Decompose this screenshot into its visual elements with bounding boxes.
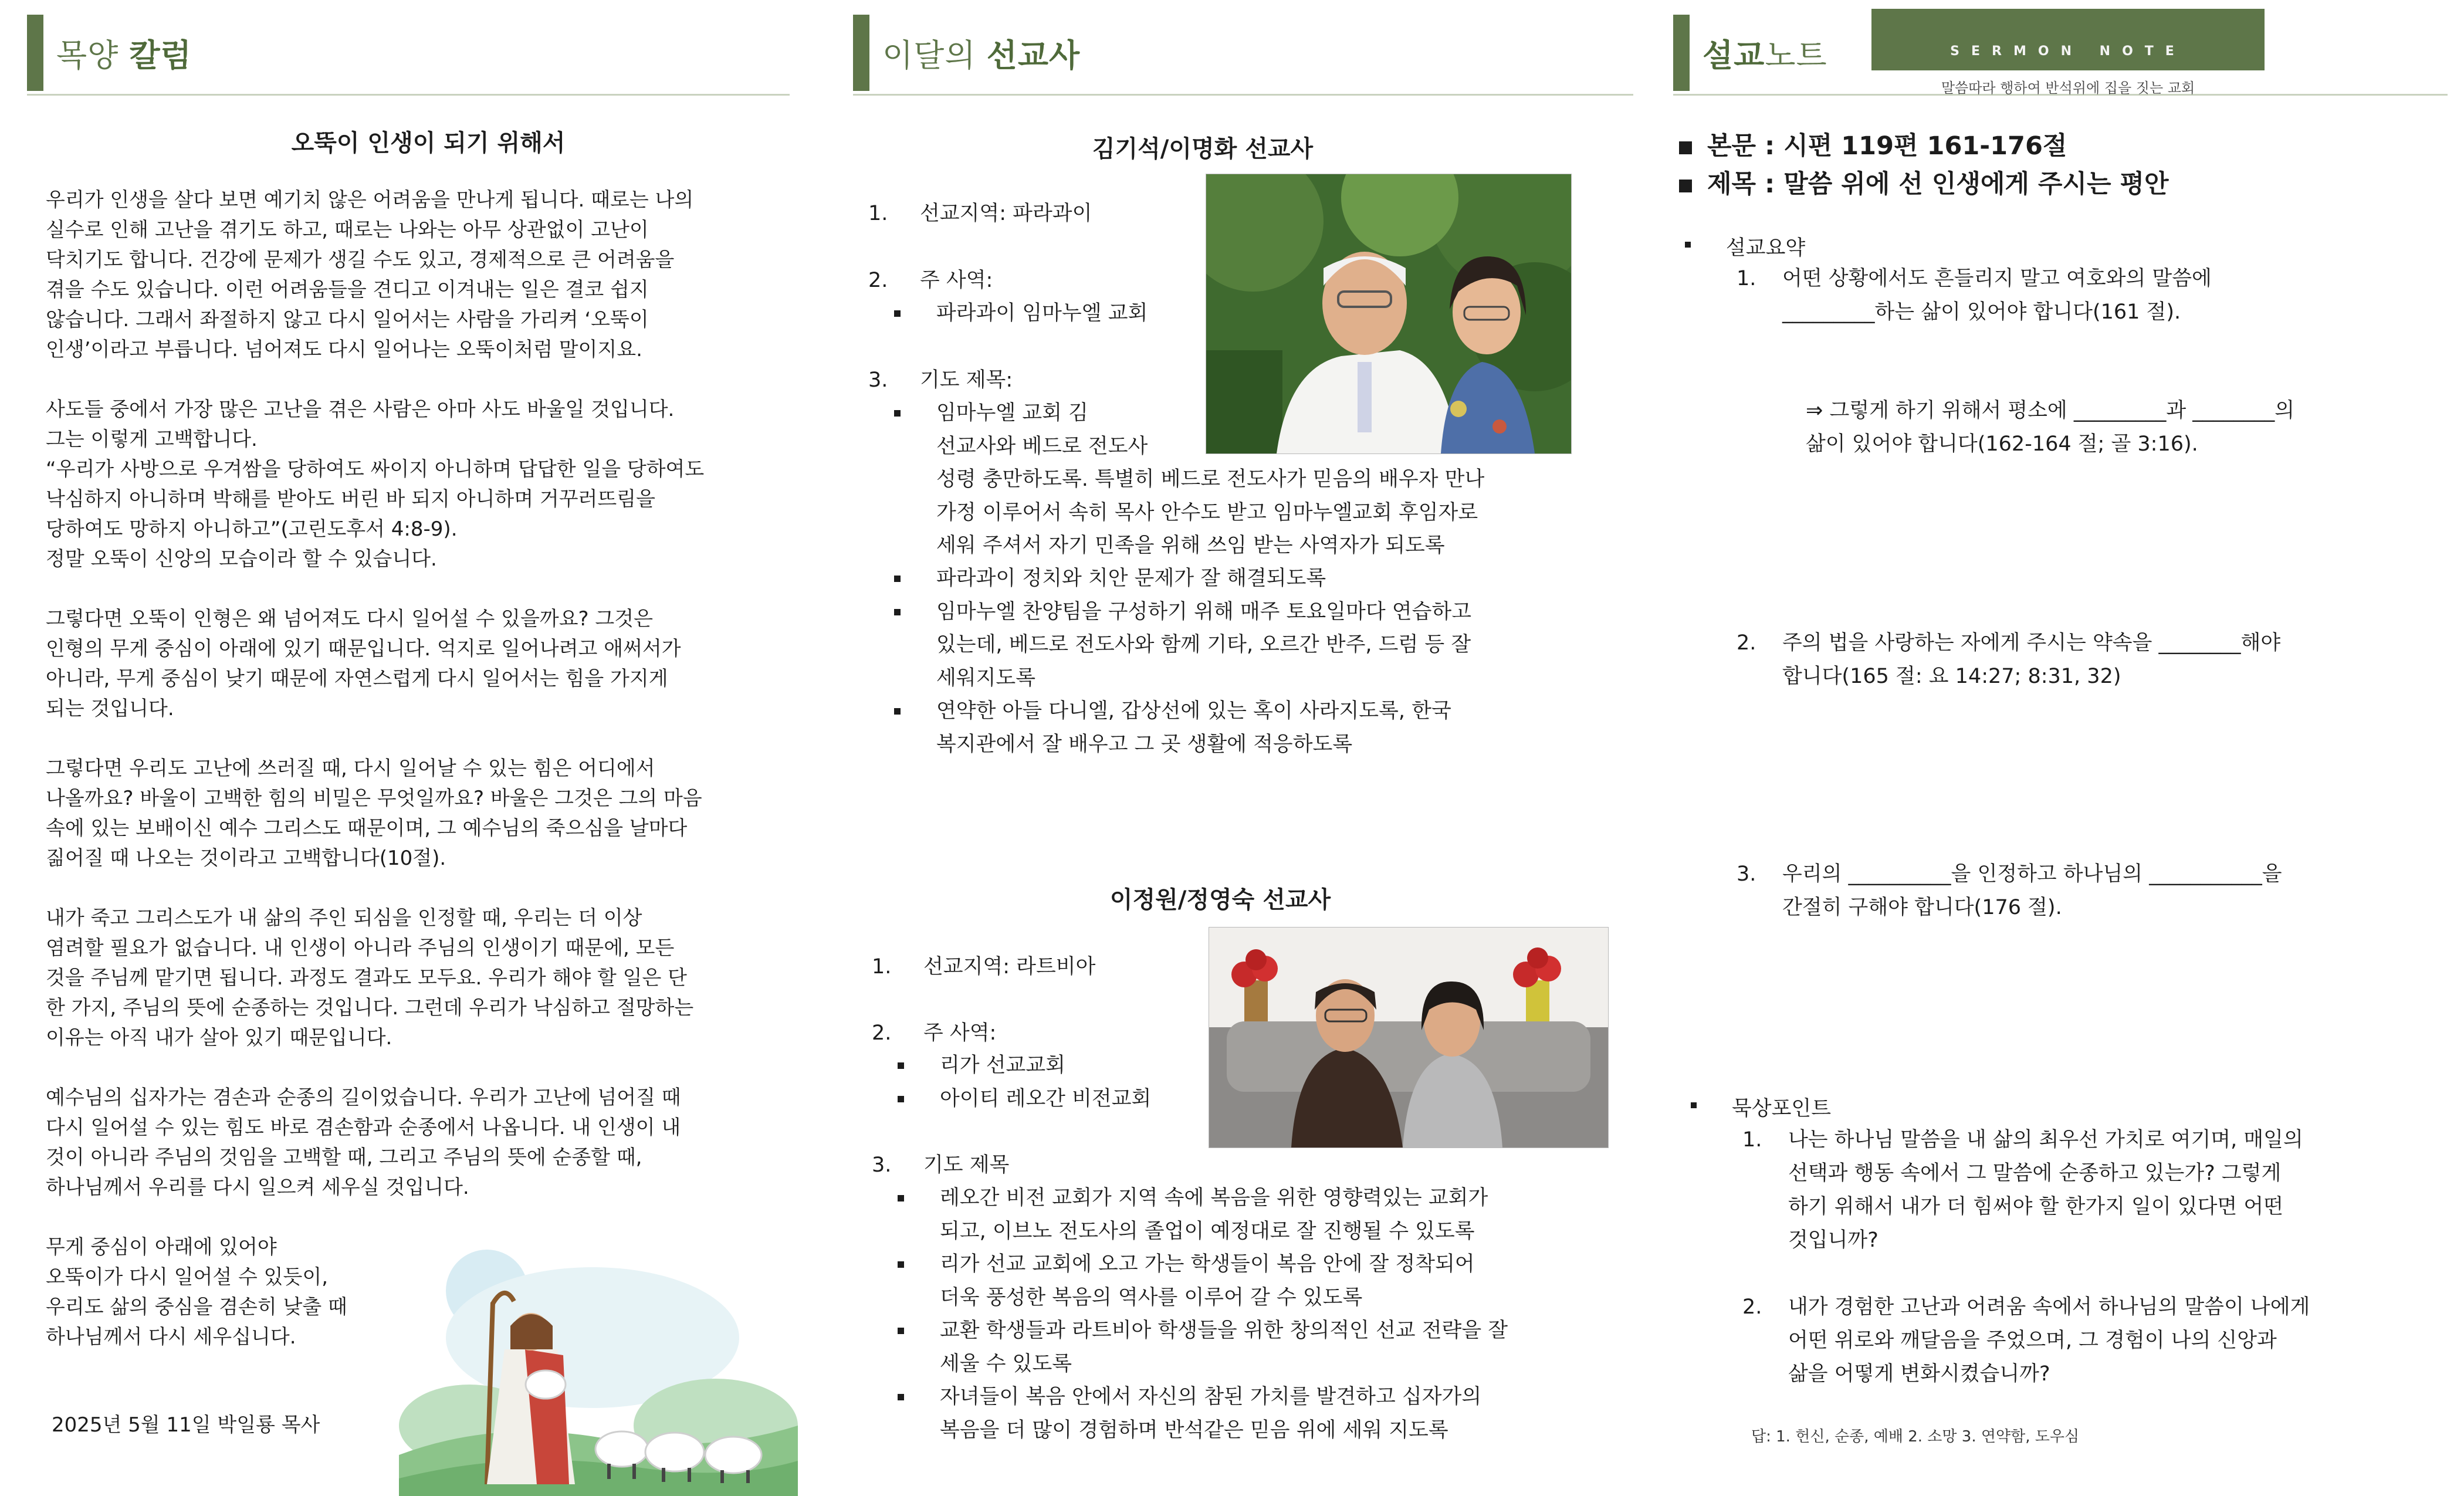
column-title-bold: 선교사 [986,36,1081,74]
text-line: 한 가지, 주님의 뜻에 순종하는 것입니다. 그런데 우리가 낙심하고 절망하는 [46,996,694,1020]
missionary-2-region: 1. 선교지역: 라트비아 [872,955,1096,979]
summary-question-3 [1737,858,2282,925]
paragraph [46,604,803,724]
list-item [894,695,1471,761]
paragraph [46,754,803,874]
list-item-text [898,1380,1508,1447]
text-line: 아이티 레오간 비전교회 [940,1087,1152,1111]
list-item [898,1314,1508,1380]
sheep-flock [595,1431,761,1473]
text-line: 속에 있는 보배이신 예수 그리스도 때문이며, 그 예수님의 죽으심을 날마다 [46,817,688,840]
text-line: 우리가 인생을 살다 보면 예기치 않은 어려움을 만나게 됩니다. 때로는 나의 [46,188,694,212]
item-number: 3. [1737,862,1756,886]
text-line: 우리도 삶의 중심을 겸손히 낮출 때 [46,1295,347,1319]
text-line: 간절히 구해야 합니다(176 절). [1782,896,2062,919]
list-item-text [894,463,1484,563]
item-text [1742,1123,2303,1257]
text-line: 하기 위해서 내가 더 힘써야 할 한가지 일이 있다면 어떤 [1788,1195,2283,1219]
text-line: 연약한 아들 다니엘, 갑상선에 있는 혹이 사라지도록, 한국 [936,699,1451,723]
text-line: 그렇다면 오뚝이 인형은 왜 넘어져도 다시 일어설 수 있을까요? 그것은 [46,607,653,631]
column-title-light: 이달의 [882,36,976,74]
header-rule [853,94,1633,96]
text-line: 실수로 인해 고난을 겪기도 하고, 때로는 나와는 아무 상관없이 고난이 [46,218,649,242]
bullet-icon [898,1062,904,1069]
text-line: ⇒ 그렇게 하기 위해서 평소에 _________과 ________의 [1806,399,2295,422]
item-text [1737,858,2282,925]
text-line: 삶이 있어야 합니다(162-164 절; 골 3:16). [1806,432,2198,456]
list-item-text [898,1049,1151,1082]
text-line: 세워지도록 [936,666,1036,690]
text-line: 것을 주님께 맡기면 됩니다. 과정도 결과도 모두요. 우리가 해야 할 일은 단 [46,966,687,990]
missionary-couple-photo-2 [1209,927,1609,1148]
missionary-1-prayer-continued [894,463,1484,563]
list-item-text [898,1248,1508,1314]
column-header-pastoral [27,15,192,91]
sermon-title: 제목 : 말씀 위에 선 인생에게 주시는 평안 [1679,164,2169,200]
list-item [894,397,1148,463]
text-line: 레오간 비전 교회가 지역 속에 복음을 위한 영향력있는 교회가 [940,1186,1488,1210]
text-line: 정말 오뚝이 신앙의 모습이라 할 수 있습니다. [46,547,437,571]
item-text [1737,262,2212,329]
list-item-text [894,695,1471,761]
text-line: “우리가 사방으로 우겨쌈을 당하여도 싸이지 아니하며 답답한 일을 당하여도 [46,458,705,481]
sermon-text-reference: 본문 : 시편 119편 161-176절 [1679,126,2067,162]
text-line: 되고, 이브노 전도사의 졸업이 예정대로 잘 진행될 수 있도록 [940,1219,1475,1243]
missionary-1-region: 1. 선교지역: 파라과이 [868,202,1092,225]
header-accent-bar [853,15,869,91]
list-item [898,1082,1151,1116]
column-article-title: 오뚝이 인생이 되기 위해서 [291,130,566,157]
square-bullet-icon [1691,1102,1697,1108]
list-item-text [898,1182,1508,1248]
bullet-icon [898,1394,904,1400]
square-bullet-icon [1685,242,1691,248]
text-line: 리가 선교 교회에 오고 가는 학생들이 복음 안에 잘 정착되어 [940,1253,1475,1276]
column-title-bold: 칼럼 [129,36,192,74]
text-line: 않습니다. 그래서 좌절하지 않고 다시 일어서는 사람을 가리켜 ‘오뚝이 [46,308,649,331]
list-item-text [898,1082,1151,1116]
text-line: 그렇다면 우리도 고난에 쓰러질 때, 다시 일어날 수 있는 힘은 어디에서 [46,757,655,780]
text-line: 그는 이렇게 고백합니다. [46,428,258,451]
item-number: 1. [1737,267,1756,290]
text-line: 나올까요? 바울이 고백한 힘의 비밀은 무엇일까요? 바울은 그것은 그의 마음 [46,787,702,810]
header-accent-bar [27,15,43,91]
item-number: 2. [1737,631,1756,655]
bullet-icon [894,576,901,582]
text-line: 합니다(165 절: 요 14:27; 8:31, 32) [1782,665,2121,688]
text-line: 리가 선교교회 [940,1054,1065,1077]
column-article-body [46,185,803,1382]
text-line: 닥치기도 합니다. 건강에 문제가 생길 수도 있고, 경제적으로 큰 어려움을 [46,248,675,272]
list-item [898,1380,1508,1447]
text-line: 가정 이루어서 속히 목사 안수도 받고 임마누엘교회 후임자로 [936,500,1478,524]
missionary-2-prayer-label: 3. 기도 제목 [872,1153,1010,1177]
list-item-text [898,1314,1508,1380]
text-line: 삶을 어떻게 변화시켰습니까? [1788,1362,2050,1386]
text-line: 더욱 풍성한 복음의 역사를 이루어 갈 수 있도록 [940,1285,1363,1309]
text-line: 아니라, 무게 중심이 낮기 때문에 자연스럽게 다시 일어서는 힘을 가지게 [46,667,668,691]
sermon-note-banner [1871,9,2265,70]
text-line: 것이 아니라 주님의 것임을 고백할 때, 그리고 주님의 뜻에 순종할 때, [46,1146,642,1169]
item-text [1737,627,2280,693]
text-line: 되는 것입니다. [46,697,174,720]
missionary-1-work-label: 2. 주 사역: [868,269,993,292]
text-line: 예수님의 십자가는 겸손과 순종의 길이었습니다. 우리가 고난에 넘어질 때 [46,1086,681,1109]
text-line: 복지관에서 잘 배우고 그 곳 생활에 적응하도록 [936,732,1353,756]
item-text [1806,394,2294,461]
column-title [882,31,1080,76]
summary-question-1 [1737,262,2212,329]
meditation-point-2 [1742,1291,2310,1391]
summary-question-1-detail [1806,394,2294,461]
text-line: 사도들 중에서 가장 많은 고난을 겪은 사람은 아마 사도 바울일 것입니다. [46,398,675,421]
text-line: 선교사와 베드로 전도사 [936,434,1148,458]
church-motto: 말씀따라 행하여 반석위에 집을 짓는 교회 [1941,80,2195,96]
item-number: 2. [1742,1295,1762,1319]
text-line: 주의 법을 사랑하는 자에게 주시는 약속을 ________해야 [1782,631,2281,655]
text-line: 당하여도 망하지 아니하고”(고린도후서 4:8-9). [46,517,458,541]
list-item [898,1248,1508,1314]
summary-heading: 설교요약 [1726,232,1805,261]
text-line: 다시 일어설 수 있는 힘도 바로 겸손함과 순종에서 나옵니다. 내 인생이 내 [46,1116,681,1139]
text-line: 오뚝이가 다시 일어설 수 있듯이, [46,1265,329,1289]
summary-question-2 [1737,627,2280,693]
list-item-text [894,562,1471,595]
text-line: 인형의 무게 중심이 아래에 있기 때문입니다. 억지로 일어나려고 애써서가 [46,637,681,661]
text-line: 복음을 더 많이 경험하며 반석같은 믿음 위에 세워 지도록 [940,1418,1448,1442]
text-line: 겪을 수도 있습니다. 이런 어려움들을 견디고 이겨내는 일은 결코 쉽지 [46,278,649,302]
item-number: 1. [1742,1128,1762,1152]
text-line: 임마누엘 교회 김 [936,401,1088,425]
header-accent-bar [1673,15,1690,91]
column-title-bold: 설교 [1703,36,1765,74]
column-header-sermon [1673,15,1827,91]
text-line: 세워 주셔서 자기 민족을 위해 쓰임 받는 사역자가 되도록 [936,534,1445,557]
header-rule [27,94,790,96]
text-line: 나는 하나님 말씀을 내 삶의 최우선 가치로 여기며, 매일의 [1788,1128,2303,1152]
text-line: 성령 충만하도록. 특별히 베드로 전도사가 믿음의 배우자 만나 [936,468,1485,491]
column-title [1703,31,1827,76]
missionary-1-prayer-label: 3. 기도 제목: [868,368,1013,392]
bullet-icon [894,609,901,615]
lamb [526,1370,566,1399]
text-line: 무게 중심이 아래에 있어야 [46,1236,277,1259]
missionary-2-prayers [898,1182,1508,1447]
text-line: 것입니까? [1788,1228,1879,1252]
text-line: 이유는 아직 내가 살아 있기 때문입니다. [46,1026,392,1050]
list-item: 파라과이 임마누엘 교회 [894,297,1148,330]
text-line: 세울 수 있도록 [940,1352,1072,1376]
list-item-text [894,397,1148,463]
text-line: 임마누엘 찬양팀을 구성하기 위해 매주 토요일마다 연습하고 [936,600,1472,624]
column-title [56,31,192,76]
shepherd-illustration [399,1250,798,1496]
paragraph [46,185,803,365]
bullet-icon [894,708,901,715]
missionary-2-works [898,1049,1151,1115]
text-line: 하나님께서 우리를 다시 일으켜 세우실 것입니다. [46,1176,469,1199]
answer-key: 답: 1. 헌신, 순종, 예배 2. 소망 3. 연약함, 도우심 [1751,1428,2080,1446]
text-line: 어떤 위로와 깨달음을 주었으며, 그 경험이 나의 신앙과 [1788,1329,2277,1352]
paragraph [46,903,803,1053]
text-line: 내가 죽고 그리스도가 내 삶의 주인 되심을 인정할 때, 우리는 더 이상 [46,906,642,930]
text-line: 염려할 필요가 없습니다. 내 인생이 아니라 주님의 인생이기 때문에, 모든 [46,936,675,960]
text-line: 선택과 행동 속에서 그 말씀에 순종하고 있는가? 그렇게 [1788,1162,2282,1185]
missionary-1-prayers-rest [894,562,1471,761]
square-bullet-icon [1679,180,1692,192]
text-line: 우리의 __________을 인정하고 하나님의 ___________을 [1782,862,2282,886]
bullet-icon [894,410,901,417]
text-line: 하나님께서 다시 세우십니다. [46,1325,296,1349]
list-item [898,1182,1508,1248]
text-line: 내가 경험한 고난과 어려움 속에서 하나님의 말씀이 나에게 [1788,1295,2310,1319]
text-line: 자녀들이 복음 안에서 자신의 참된 가치를 발견하고 십자가의 [940,1385,1482,1409]
square-bullet-icon [1679,141,1692,154]
column-title-light: 노트 [1765,36,1827,74]
text-line: 교환 학생들과 라트비아 학생들을 위한 창의적인 선교 전략을 잘 [940,1319,1508,1342]
column-title-light: 목양 [56,36,119,74]
text-line: 어떤 상황에서도 흔들리지 말고 여호와의 말씀에 [1782,267,2212,290]
text-line: 낙심하지 아니하며 박해를 받아도 버린 바 되지 아니하며 거꾸러뜨림을 [46,488,655,511]
column-header-missionary [853,15,1080,91]
list-item-text [894,595,1471,695]
text-line: 파라과이 정치와 치안 문제가 잘 해결되도록 [936,567,1326,590]
list-item [894,562,1471,595]
bullet-icon [898,1096,904,1102]
bullet-icon [898,1261,904,1268]
list-item [894,595,1471,695]
text-line: 짊어질 때 나오는 것이라고 고백합니다(10절). [46,847,446,870]
list-item [898,1049,1151,1082]
text-line: 있는데, 베드로 전도사와 함께 기타, 오르간 반주, 드럼 등 잘 [936,633,1471,656]
missionary-couple-photo-1 [1206,174,1572,454]
missionary-1-works [894,297,1148,330]
text-line: _________하는 삶이 있어야 합니다(161 절). [1782,300,2181,324]
column-signature: 2025년 5월 11일 박일룡 목사 [52,1413,320,1437]
item-text [1742,1291,2310,1391]
sermon-note-label: SERMON NOTE [1950,44,2186,59]
paragraph [46,1083,803,1203]
text-line: 인생’이라고 부릅니다. 넘어져도 다시 일어나는 오뚝이처럼 말이지요. [46,338,642,361]
missionary-1-name: 김기석/이명화 선교사 [1092,136,1314,163]
meditation-heading: 묵상포인트 [1732,1092,1831,1122]
meditation-point-1 [1742,1123,2303,1257]
missionary-2-work-label: 2. 주 사역: [872,1021,997,1045]
paragraph [46,395,803,574]
missionary-2-name: 이정원/정영숙 선교사 [1109,886,1331,913]
missionary-1-prayers [894,397,1148,463]
bullet-icon [898,1195,904,1201]
bullet-icon [898,1328,904,1334]
